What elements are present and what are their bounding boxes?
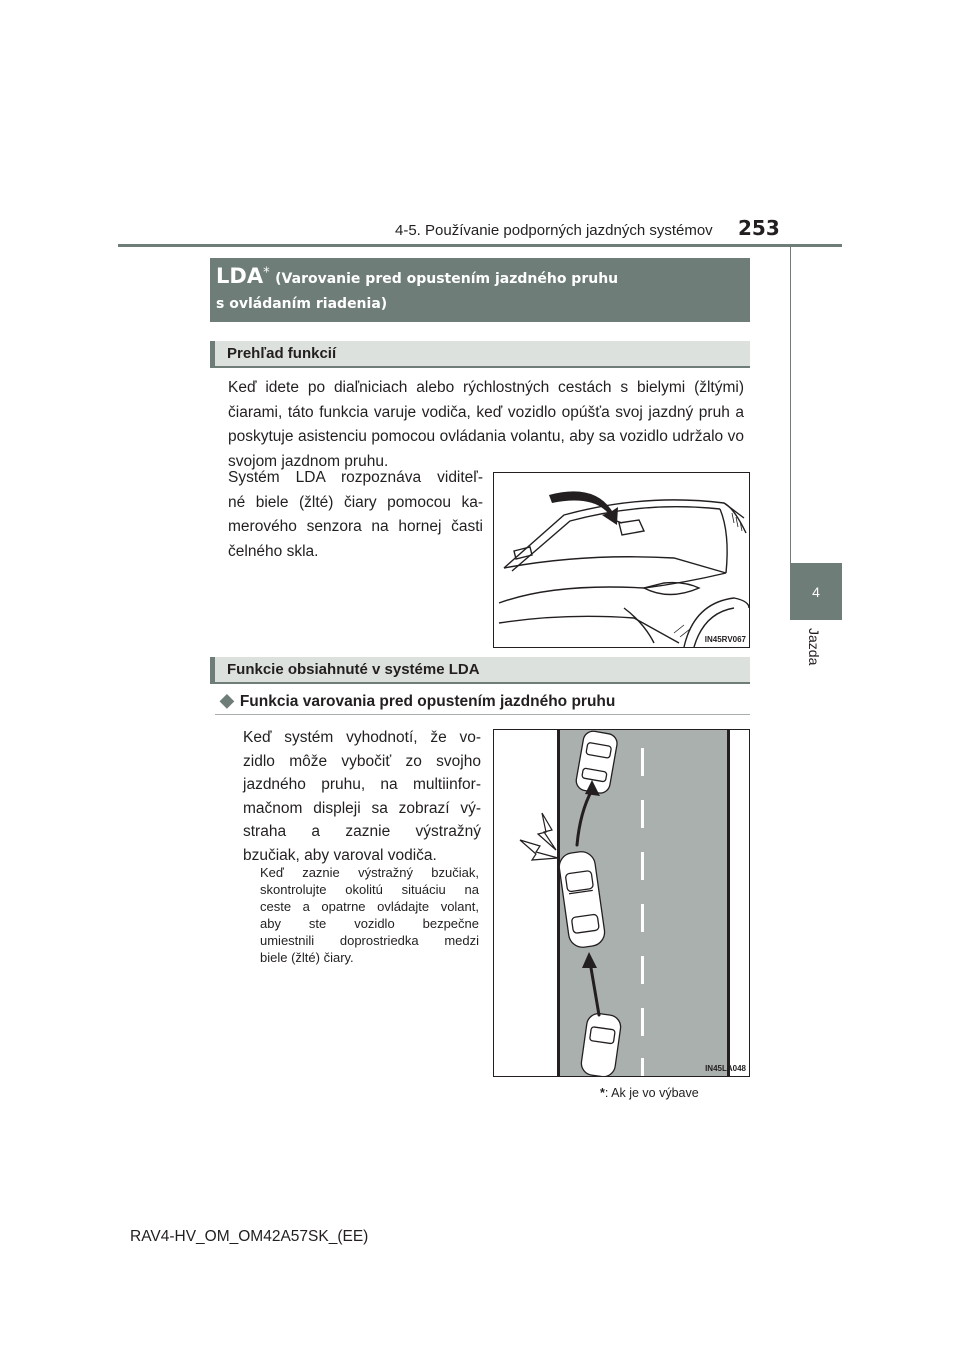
text-line: jazdného pruhu, na multiinfor- <box>243 776 481 793</box>
section-title-band <box>210 258 750 322</box>
text-line: straha a zaznie výstražný <box>243 823 481 840</box>
lane-departure-body <box>243 726 481 867</box>
footnote <box>600 1086 699 1100</box>
footnote-marker: * <box>600 1086 605 1100</box>
text-line: Keď systém vyhodnotí, že vo- <box>243 729 481 746</box>
diamond-bullet-icon: ◆ <box>220 690 234 710</box>
chapter-label: Jazda <box>806 628 822 666</box>
note-line: biele (žlté) čiary. <box>260 950 354 965</box>
figure-code: IN45LA048 <box>705 1064 746 1073</box>
lane-departure-figure <box>493 729 750 1077</box>
section-title-line1 <box>216 264 618 288</box>
subheading-rule <box>215 714 750 715</box>
subheading-text: Funkcia varovania pred opustením jazdného pruhu <box>239 693 616 710</box>
optional-marker: * <box>263 265 270 281</box>
overview-paragraph: Keď idete po diaľniciach alebo rýchlostných cestách s bielymi (žltými) čiarami, táto funkcia varuje vodiča, keď vozidlo opúšťa svoj jazdný pruh a poskytuje asistenciu pomocou ovládania volantu, aby sa vozidlo udržalo vo svojom jazdnom pruhu. <box>228 379 744 470</box>
note-line: Keď zaznie výstražný bzučiak, <box>260 865 479 880</box>
chapter-tab <box>790 563 842 620</box>
note-line: aby ste vozidlo bezpečne <box>260 916 479 931</box>
running-header-section: 4-5. Používanie podporných jazdných systémov <box>395 222 713 239</box>
text-line: bzučiak, aby varoval vodiča. <box>243 846 437 864</box>
windshield-camera-figure <box>493 472 750 648</box>
text-line: mačnom displeji sa zobrazí vý- <box>243 799 481 817</box>
left-lane-line <box>557 730 560 1076</box>
lane-departure-note <box>260 864 479 966</box>
car-front-illustration <box>494 473 749 647</box>
note-line: umiestnili doprostriedka medzi <box>260 933 479 948</box>
functions-heading: Funkcie obsiahnuté v systéme LDA <box>210 657 750 684</box>
page-number: 253 <box>738 216 780 240</box>
section-title-sub2: s ovládaním riadenia) <box>216 296 388 312</box>
text-line: né biele (žlté) čiary pomocou ka- <box>228 493 483 511</box>
lane-road-illustration <box>494 730 749 1076</box>
section-title-sub1: (Varovanie pred opustením jazdného pruhu <box>275 271 619 287</box>
overview-paragraph-2 <box>228 466 483 564</box>
right-lane-line <box>727 730 730 1076</box>
text-line: Systém LDA rozpoznáva viditeľ- <box>228 469 483 486</box>
overview-heading: Prehľad funkcií <box>210 341 750 368</box>
footnote-text: : Ak je vo výbave <box>604 1086 699 1100</box>
lane-departure-subheading <box>220 690 615 711</box>
text-line: čelného skla. <box>228 542 319 560</box>
chapter-number: 4 <box>812 583 820 600</box>
note-line: ceste a opatrne ovládajte volant, <box>260 899 479 914</box>
note-line: skontrolujte okolitú situáciu na <box>260 882 479 897</box>
text-line: merového senzora na hornej časti <box>228 518 483 535</box>
document-code: RAV4-HV_OM_OM42A57SK_(EE) <box>130 1228 369 1245</box>
text-line: zidlo môže vybočiť zo svojho <box>243 752 481 770</box>
side-tab-divider <box>790 245 842 563</box>
section-title-main: LDA <box>216 264 264 288</box>
buzzer-warning-icon <box>520 813 558 860</box>
header-rule <box>118 244 842 247</box>
figure-code: IN45RV067 <box>704 635 746 644</box>
